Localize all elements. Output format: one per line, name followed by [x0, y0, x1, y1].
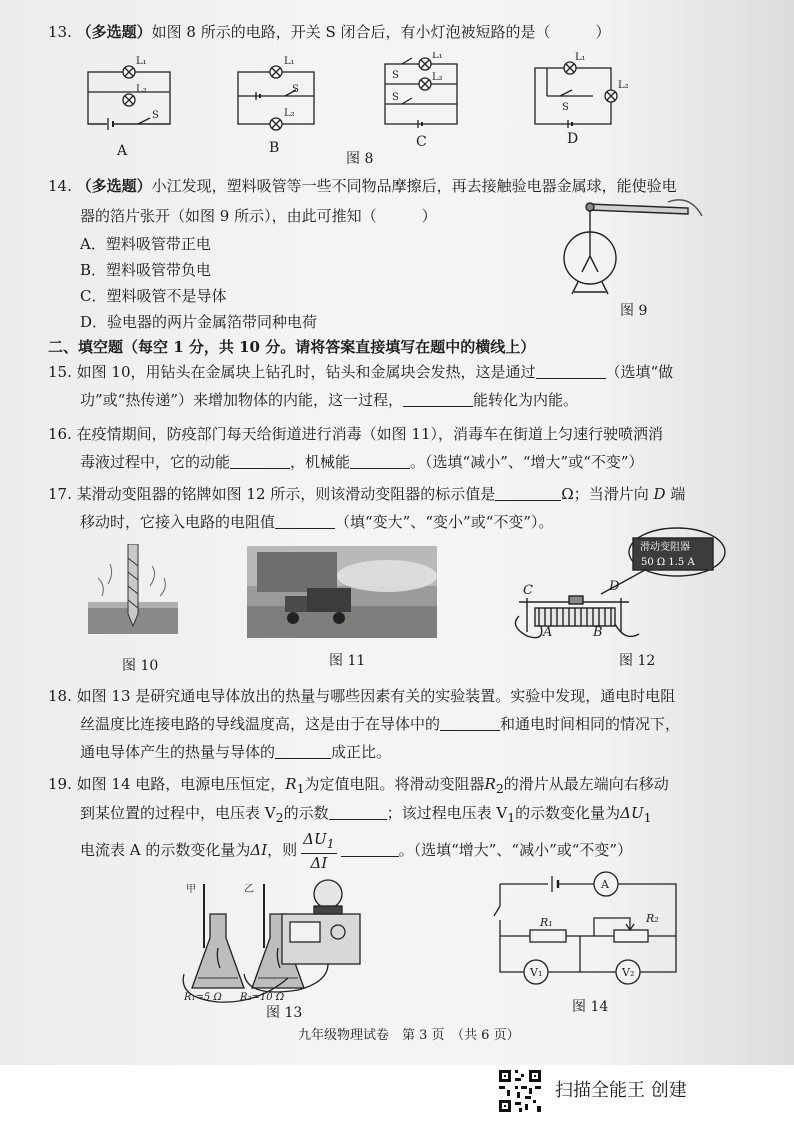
option-b: B．塑料吸管带负电	[80, 261, 212, 279]
option-c: C．塑料吸管不是导体	[80, 287, 227, 305]
question-18-line2: 丝温度比连接电路的导线温度高，这是由于在导体中的 和通电时间相同的情况下，	[80, 715, 681, 733]
svg-text:L₂: L₂	[284, 108, 295, 119]
figure-11-disinfection-truck-photo	[247, 546, 437, 638]
voltmeter-v2-label: V₂	[622, 966, 635, 979]
question-14-line1: 14. （多选题）小江发现，塑料吸管等一些不同物品摩擦后，再去接触验电器金属球，能使验电	[48, 177, 677, 195]
option-b-label: B	[269, 140, 280, 156]
figure-13-caption: 图 13	[266, 1005, 303, 1021]
fraction-du1-over-di: $\frac{\Delta U_1}{\Delta I}$	[303, 830, 335, 872]
svg-text:L₁: L₁	[136, 56, 147, 67]
terminal-d: D	[609, 579, 620, 594]
svg-text:L₁: L₁	[284, 56, 295, 67]
question-13: 13. （多选题）如图 8 所示的电路，开关 S 闭合后，有小灯泡被短路的是（ ）	[48, 23, 611, 41]
figure-10-drill-photo	[88, 544, 178, 649]
r2-label: R₂	[646, 912, 659, 925]
question-14-line2: 器的箔片张开（如图 9 所示），由此可推知（ ）	[80, 207, 437, 225]
rheostat-plate-value: 50 Ω 1.5 A	[641, 557, 695, 568]
option-a-label: A	[117, 143, 128, 159]
r2-value-label: R₂=10 Ω	[240, 992, 285, 1003]
question-19-line2: 到某位置的过程中，电压表 $V_2$的示数 ；该过程电压表 $V_1$的示数变化量为$\Delta U_1$	[80, 804, 652, 825]
question-17-line1: 17. 某滑动变阻器的铭牌如图 12 所示，则该滑动变阻器的标示值是 Ω；当滑片向 D 端	[48, 485, 686, 503]
question-15-line1: 15. 如图 10，用钻头在金属块上钻孔时，钻头和金属块会发热，这是通过 （选填“做	[48, 363, 674, 381]
page-footer: 九年级物理试卷 第 3 页 （共 6 页）	[298, 1028, 520, 1043]
terminal-c: C	[523, 583, 533, 598]
rheostat-plate-title: 滑动变阻器	[640, 542, 690, 553]
question-19-line3: 电流表 A 的示数变化量为ΔI，则 $\frac{\Delta U_1}{\Delta I}$ 。（选填“增大”、“减小”或“不变”）	[80, 830, 633, 872]
svg-text:L₁: L₁	[432, 52, 443, 61]
section-2-heading: 二、填空题（每空 1 分，共 10 分。请将答案直接填写在题中的横线上）	[48, 338, 536, 356]
question-16-line2: 毒液过程中，它的动能 ，机械能 。（选填“减小”、“增大”或“不变”）	[80, 453, 644, 471]
figure-11-caption: 图 11	[329, 653, 366, 669]
question-16-line1: 16. 在疫情期间，防疫部门每天给街道进行消毒（如图 11），消毒车在街道上匀速行驶喷洒消	[48, 425, 663, 443]
svg-text:S: S	[292, 84, 299, 95]
qr-code-icon	[497, 1068, 543, 1114]
figure-14-circuit	[490, 868, 690, 992]
figure-12-caption: 图 12	[619, 653, 656, 669]
figure-13-apparatus	[178, 878, 393, 1008]
figure-10-caption: 图 10	[122, 658, 159, 674]
svg-text:S: S	[152, 110, 159, 121]
svg-text:S: S	[392, 70, 399, 81]
option-c-label: C	[416, 134, 427, 150]
option-d-label: D	[567, 131, 579, 147]
svg-text:L₂: L₂	[432, 72, 443, 83]
figure-8-caption: 图 8	[346, 151, 374, 167]
svg-text:L₁: L₁	[575, 52, 586, 63]
question-18-line1: 18. 如图 13 是研究通电导体放出的热量与哪些因素有关的实验装置。实验中发现，通电时电阻	[48, 687, 676, 705]
figure-12-rheostat	[505, 524, 730, 648]
flask-yi-label: 乙	[244, 884, 254, 895]
terminal-b: B	[593, 625, 603, 640]
figure-9-caption: 图 9	[620, 303, 648, 319]
question-15-line2: 功”或“热传递”）来增加物体的内能，这一过程， 能转化为内能。	[80, 391, 579, 409]
svg-text:S: S	[392, 92, 399, 103]
scanner-credit-text: 扫描全能王 创建	[555, 1080, 687, 1101]
voltmeter-v1-label: V₁	[530, 966, 543, 979]
r1-label: R₁	[540, 916, 553, 929]
question-17-line2: 移动时，它接入电路的电阻值 （填“变大”、“变小”或“不变”）。	[80, 513, 554, 531]
figure-14-caption: 图 14	[572, 999, 609, 1015]
svg-text:L₂: L₂	[136, 84, 147, 95]
option-d: D．验电器的两片金属箔带同种电荷	[80, 313, 318, 331]
svg-text:L₂: L₂	[618, 80, 629, 91]
question-19-line1: 19. 如图 14 电路，电源电压恒定，$R_1$为定值电阻。将滑动变阻器$R_2$的滑片从最左端向右移动	[48, 775, 669, 796]
flask-jia-label: 甲	[186, 884, 196, 895]
option-a: A．塑料吸管带正电	[80, 235, 211, 253]
figure-9-electroscope	[560, 194, 710, 306]
terminal-a: A	[543, 625, 553, 640]
svg-text:S: S	[562, 102, 569, 113]
question-18-line3: 通电导体产生的热量与导体的 成正比。	[80, 743, 392, 761]
r1-value-label: R₁=5 Ω	[184, 992, 222, 1003]
ammeter-label: A	[601, 878, 609, 891]
